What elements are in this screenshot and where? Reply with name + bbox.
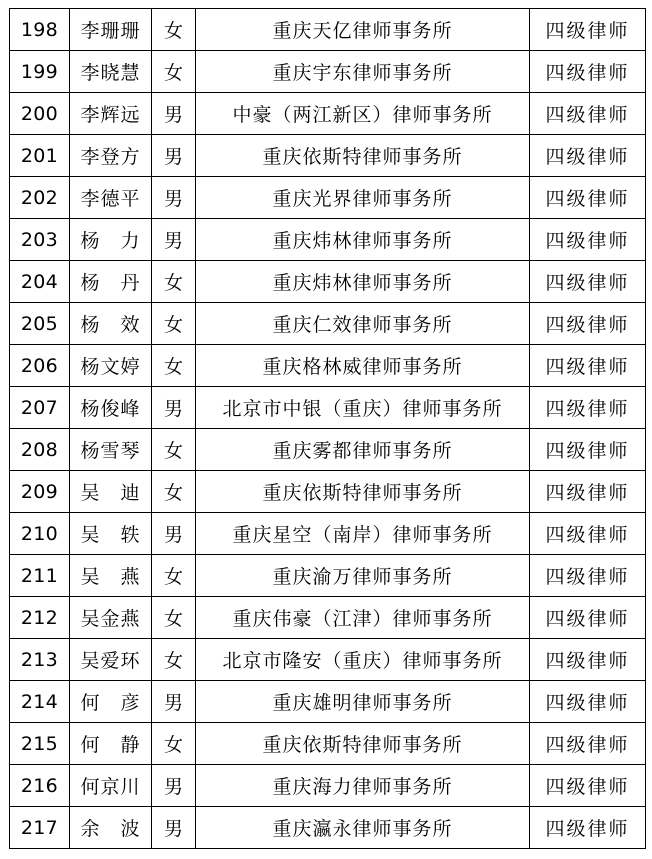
law-firm: 重庆雄明律师事务所: [196, 681, 530, 723]
law-firm: 中豪（两江新区）律师事务所: [196, 93, 530, 135]
law-firm: 重庆星空（南岸）律师事务所: [196, 513, 530, 555]
gender: 女: [152, 555, 196, 597]
law-firm: 北京市中银（重庆）律师事务所: [196, 387, 530, 429]
table-row: [10, 387, 646, 429]
row-number: 214: [10, 681, 70, 723]
lawyer-name: 杨俊峰: [70, 387, 152, 429]
lawyer-level: 四级律师: [530, 429, 646, 471]
table-row: [10, 639, 646, 681]
gender: 男: [152, 387, 196, 429]
row-number: 212: [10, 597, 70, 639]
law-firm: 重庆炜林律师事务所: [196, 261, 530, 303]
gender: 女: [152, 639, 196, 681]
lawyer-level: 四级律师: [530, 387, 646, 429]
table-row: [10, 513, 646, 555]
lawyer-level: 四级律师: [530, 807, 646, 849]
lawyer-name: 杨 效: [70, 303, 152, 345]
lawyer-name: 杨 丹: [70, 261, 152, 303]
lawyer-level: 四级律师: [530, 177, 646, 219]
lawyer-level: 四级律师: [530, 681, 646, 723]
lawyer-name: 吴金燕: [70, 597, 152, 639]
law-firm: 重庆光界律师事务所: [196, 177, 530, 219]
table-row: [10, 681, 646, 723]
lawyer-name: 何京川: [70, 765, 152, 807]
row-number: 210: [10, 513, 70, 555]
lawyer-level: 四级律师: [530, 597, 646, 639]
row-number: 206: [10, 345, 70, 387]
table-row: [10, 51, 646, 93]
table-row: [10, 429, 646, 471]
lawyer-level: 四级律师: [530, 723, 646, 765]
table-row: [10, 597, 646, 639]
lawyer-name: 李晓慧: [70, 51, 152, 93]
gender: 男: [152, 93, 196, 135]
lawyer-name: 吴 迪: [70, 471, 152, 513]
lawyer-roster-table: [9, 8, 646, 849]
table-row: [10, 345, 646, 387]
table-row: [10, 93, 646, 135]
law-firm: 重庆伟豪（江津）律师事务所: [196, 597, 530, 639]
gender: 女: [152, 723, 196, 765]
lawyer-name: 杨文婷: [70, 345, 152, 387]
lawyer-level: 四级律师: [530, 219, 646, 261]
row-number: 203: [10, 219, 70, 261]
gender: 女: [152, 471, 196, 513]
law-firm: 重庆格林威律师事务所: [196, 345, 530, 387]
lawyer-name: 杨雪琴: [70, 429, 152, 471]
lawyer-level: 四级律师: [530, 9, 646, 51]
row-number: 198: [10, 9, 70, 51]
law-firm: 重庆依斯特律师事务所: [196, 471, 530, 513]
row-number: 202: [10, 177, 70, 219]
lawyer-level: 四级律师: [530, 513, 646, 555]
law-firm: 重庆雾都律师事务所: [196, 429, 530, 471]
gender: 男: [152, 807, 196, 849]
row-number: 207: [10, 387, 70, 429]
gender: 男: [152, 219, 196, 261]
lawyer-level: 四级律师: [530, 303, 646, 345]
table-row: [10, 135, 646, 177]
table-row: [10, 261, 646, 303]
lawyer-name: 李德平: [70, 177, 152, 219]
lawyer-level: 四级律师: [530, 51, 646, 93]
lawyer-name: 杨 力: [70, 219, 152, 261]
row-number: 201: [10, 135, 70, 177]
gender: 女: [152, 303, 196, 345]
lawyer-level: 四级律师: [530, 765, 646, 807]
law-firm: 重庆宇东律师事务所: [196, 51, 530, 93]
table-row: [10, 555, 646, 597]
lawyer-level: 四级律师: [530, 345, 646, 387]
lawyer-name: 余 波: [70, 807, 152, 849]
law-firm: 北京市隆安（重庆）律师事务所: [196, 639, 530, 681]
lawyer-name: 吴爱环: [70, 639, 152, 681]
gender: 女: [152, 51, 196, 93]
gender: 女: [152, 429, 196, 471]
row-number: 215: [10, 723, 70, 765]
gender: 男: [152, 513, 196, 555]
row-number: 199: [10, 51, 70, 93]
table-row: [10, 303, 646, 345]
lawyer-name: 吴 燕: [70, 555, 152, 597]
lawyer-name: 何 彦: [70, 681, 152, 723]
lawyer-level: 四级律师: [530, 555, 646, 597]
lawyer-level: 四级律师: [530, 93, 646, 135]
table-row: [10, 723, 646, 765]
lawyer-level: 四级律师: [530, 639, 646, 681]
row-number: 211: [10, 555, 70, 597]
gender: 女: [152, 597, 196, 639]
row-number: 217: [10, 807, 70, 849]
gender: 女: [152, 345, 196, 387]
row-number: 208: [10, 429, 70, 471]
roster-table-body: [10, 9, 646, 849]
gender: 男: [152, 135, 196, 177]
table-row: [10, 219, 646, 261]
law-firm: 重庆渝万律师事务所: [196, 555, 530, 597]
lawyer-name: 李辉远: [70, 93, 152, 135]
lawyer-name: 吴 轶: [70, 513, 152, 555]
lawyer-name: 李登方: [70, 135, 152, 177]
row-number: 200: [10, 93, 70, 135]
row-number: 209: [10, 471, 70, 513]
lawyer-level: 四级律师: [530, 471, 646, 513]
row-number: 204: [10, 261, 70, 303]
law-firm: 重庆天亿律师事务所: [196, 9, 530, 51]
gender: 女: [152, 9, 196, 51]
gender: 男: [152, 765, 196, 807]
lawyer-name: 李珊珊: [70, 9, 152, 51]
law-firm: 重庆海力律师事务所: [196, 765, 530, 807]
gender: 男: [152, 177, 196, 219]
law-firm: 重庆依斯特律师事务所: [196, 135, 530, 177]
law-firm: 重庆依斯特律师事务所: [196, 723, 530, 765]
law-firm: 重庆瀛永律师事务所: [196, 807, 530, 849]
lawyer-level: 四级律师: [530, 135, 646, 177]
table-row: [10, 177, 646, 219]
table-row: [10, 9, 646, 51]
row-number: 205: [10, 303, 70, 345]
row-number: 213: [10, 639, 70, 681]
lawyer-level: 四级律师: [530, 261, 646, 303]
gender: 女: [152, 261, 196, 303]
lawyer-name: 何 静: [70, 723, 152, 765]
table-row: [10, 471, 646, 513]
law-firm: 重庆仁效律师事务所: [196, 303, 530, 345]
law-firm: 重庆炜林律师事务所: [196, 219, 530, 261]
table-row: [10, 807, 646, 849]
row-number: 216: [10, 765, 70, 807]
gender: 男: [152, 681, 196, 723]
table-row: [10, 765, 646, 807]
